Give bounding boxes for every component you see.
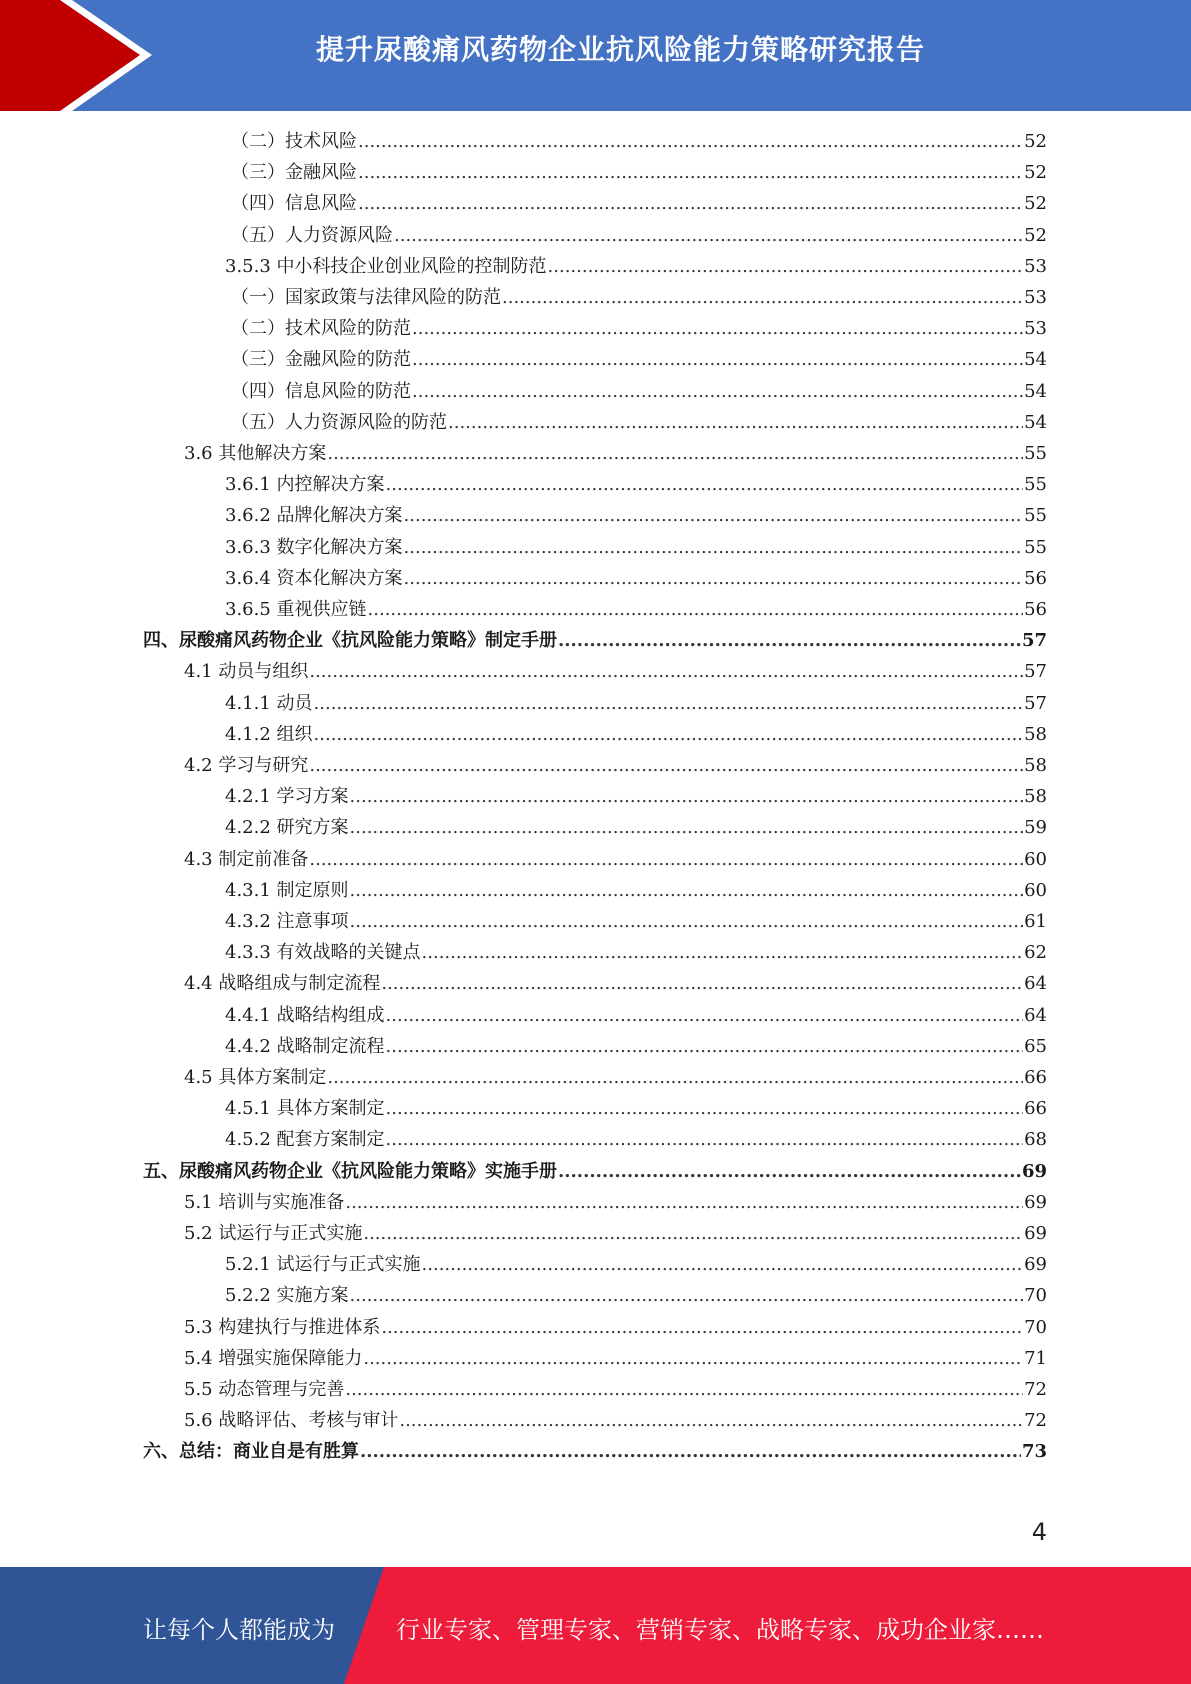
- toc-entry-page: 70: [1024, 1285, 1047, 1307]
- toc-dot-leader: [350, 876, 1024, 906]
- toc-dot-leader: [386, 1094, 1024, 1124]
- toc-dot-leader: [345, 1375, 1023, 1405]
- toc-dot-leader: [558, 1157, 1021, 1187]
- header-title: 提升尿酸痛风药物企业抗风险能力策略研究报告: [315, 33, 925, 66]
- toc-dot-leader: [412, 314, 1023, 344]
- toc-entry-label: 5.6 战略评估、考核与审计: [184, 1410, 399, 1432]
- toc-entry-label: 4.4.1 战略结构组成: [225, 1004, 385, 1026]
- toc-dot-leader: [404, 533, 1024, 563]
- toc-dot-leader: [309, 657, 1023, 687]
- toc-dot-leader: [309, 751, 1023, 781]
- toc-dot-leader: [358, 158, 1023, 188]
- toc-entry-label: （一）国家政策与法律风险的防范: [231, 287, 501, 308]
- toc-entry-label: 4.4 战略组成与制定流程: [184, 973, 381, 995]
- toc-entry-page: 61: [1024, 911, 1047, 932]
- toc-entry-page: 62: [1024, 942, 1047, 964]
- toc-entry-label: 4.4.2 战略制定流程: [225, 1035, 385, 1057]
- toc-entry-page: 70: [1024, 1316, 1047, 1338]
- toc-dot-leader: [381, 969, 1023, 999]
- toc-dot-leader: [381, 1313, 1023, 1343]
- toc-dot-leader: [558, 626, 1021, 656]
- toc-entry-page: 58: [1024, 755, 1047, 776]
- toc-entry-label: 4.3.3 有效战略的关键点: [225, 942, 421, 964]
- toc-entry-label: 3.6.3 数字化解决方案: [225, 536, 403, 558]
- toc-entry-page: 65: [1024, 1035, 1047, 1057]
- toc-entry[interactable]: [231, 377, 1047, 407]
- toc-entry[interactable]: [225, 533, 1047, 563]
- toc-dot-leader: [345, 1188, 1023, 1218]
- toc-entry-page: 54: [1024, 411, 1047, 433]
- toc-entry-page: 66: [1024, 1067, 1047, 1088]
- toc-dot-leader: [358, 127, 1023, 157]
- toc-entry-page: 56: [1024, 567, 1047, 589]
- footer-slogan-right: 行业专家、管理专家、营销专家、战略专家、成功企业家……: [396, 1616, 1044, 1644]
- toc-entry[interactable]: [225, 252, 1047, 282]
- toc-dot-leader: [394, 221, 1023, 251]
- toc-entry-page: 69: [1024, 1223, 1047, 1244]
- toc-entry-page: 53: [1024, 287, 1047, 308]
- toc-entry-page: 55: [1024, 536, 1047, 558]
- toc-entry-label: 四、尿酸痛风药物企业《抗风险能力策略》制定手册: [143, 630, 557, 652]
- toc-dot-leader: [363, 1219, 1023, 1249]
- toc-entry-label: （三）金融风险: [231, 162, 357, 184]
- toc-entry-label: 4.3.1 制定原则: [225, 879, 349, 901]
- toc-dot-leader: [309, 845, 1023, 875]
- toc-entry-page: 58: [1024, 723, 1047, 745]
- toc-dot-leader: [363, 1344, 1023, 1374]
- toc-entry[interactable]: [231, 221, 1047, 251]
- toc-dot-leader: [548, 252, 1024, 282]
- toc-entry-page: 72: [1024, 1379, 1047, 1400]
- toc-dot-leader: [386, 470, 1024, 500]
- toc-entry[interactable]: [231, 314, 1047, 344]
- toc-entry-page: 73: [1021, 1441, 1047, 1463]
- toc-dot-leader: [314, 720, 1024, 750]
- toc-entry[interactable]: [184, 1313, 1047, 1343]
- toc-entry[interactable]: [225, 1032, 1047, 1062]
- toc-entry-label: （五）人力资源风险: [231, 224, 393, 246]
- toc-entry-page: 72: [1024, 1410, 1047, 1432]
- page-number: 4: [1031, 1518, 1047, 1546]
- toc-entry-page: 53: [1024, 255, 1047, 277]
- toc-entry[interactable]: [184, 969, 1047, 999]
- toc-entry-page: 69: [1021, 1160, 1047, 1182]
- toc-entry-page: 54: [1024, 380, 1047, 402]
- toc-entry-label: （四）信息风险的防范: [231, 380, 411, 402]
- toc-entry-label: 五、尿酸痛风药物企业《抗风险能力策略》实施手册: [143, 1160, 557, 1182]
- toc-dot-leader: [386, 1032, 1024, 1062]
- toc-entry-page: 52: [1024, 193, 1047, 215]
- toc-entry-label: 5.3 构建执行与推进体系: [184, 1316, 381, 1338]
- toc-entry[interactable]: [225, 1001, 1047, 1031]
- toc-entry-label: 4.3 制定前准备: [184, 848, 309, 870]
- toc-entry-page: 60: [1024, 879, 1047, 901]
- toc-entry[interactable]: [231, 189, 1047, 219]
- footer-slogan-left: 让每个人都能成为: [143, 1616, 335, 1644]
- toc-entry[interactable]: [225, 501, 1047, 531]
- toc-entry-label: 3.6 其他解决方案: [184, 443, 327, 464]
- toc-entry-label: 4.1.2 组织: [225, 723, 313, 745]
- toc-entry-label: 3.6.4 资本化解决方案: [225, 567, 403, 589]
- toc-entry-label: 4.2.2 研究方案: [225, 817, 349, 839]
- toc-entry[interactable]: [225, 470, 1047, 500]
- toc-entry[interactable]: [225, 689, 1047, 719]
- toc-entry[interactable]: [225, 1094, 1047, 1124]
- toc-dot-leader: [350, 782, 1024, 812]
- toc-entry-label: 5.1 培训与实施准备: [184, 1191, 345, 1213]
- toc-entry[interactable]: [143, 626, 1047, 656]
- toc-entry[interactable]: [184, 1375, 1047, 1405]
- toc-dot-leader: [399, 1406, 1023, 1436]
- toc-entry-label: （二）技术风险: [231, 131, 357, 152]
- toc-entry[interactable]: [184, 439, 1047, 469]
- toc-entry-label: （三）金融风险的防范: [231, 349, 411, 371]
- toc-entry-page: 55: [1024, 443, 1047, 464]
- toc-entry-page: 55: [1024, 474, 1047, 496]
- toc-entry-label: 4.5 具体方案制定: [184, 1067, 327, 1088]
- toc-entry[interactable]: [225, 876, 1047, 906]
- toc-entry-label: 4.2.1 学习方案: [225, 786, 349, 808]
- toc-entry-label: 5.5 动态管理与完善: [184, 1379, 345, 1400]
- toc-dot-leader: [386, 1125, 1024, 1155]
- toc-dot-leader: [327, 439, 1023, 469]
- toc-entry-page: 52: [1024, 131, 1047, 152]
- toc-entry-label: 5.2 试运行与正式实施: [184, 1223, 363, 1244]
- toc-dot-leader: [502, 283, 1023, 313]
- toc-entry[interactable]: [184, 1406, 1047, 1436]
- toc-entry[interactable]: [231, 345, 1047, 375]
- toc-entry[interactable]: [184, 1188, 1047, 1218]
- toc-dot-leader: [350, 813, 1024, 843]
- toc-entry-label: （二）技术风险的防范: [231, 318, 411, 340]
- toc-entry[interactable]: [184, 1219, 1047, 1249]
- toc-entry[interactable]: [184, 1063, 1047, 1093]
- toc-entry-page: 57: [1024, 692, 1047, 714]
- toc-entry-label: 4.2 学习与研究: [184, 755, 309, 776]
- toc-entry-page: 52: [1024, 224, 1047, 246]
- toc-entry-label: 4.1.1 动员: [225, 692, 313, 714]
- toc-entry-label: 4.5.2 配套方案制定: [225, 1129, 385, 1151]
- toc-entry[interactable]: [225, 938, 1047, 968]
- toc-entry[interactable]: [184, 751, 1047, 781]
- toc-entry[interactable]: [225, 595, 1047, 625]
- red-chevron-shape: [0, 0, 140, 111]
- toc-entry-label: 5.4 增强实施保障能力: [184, 1347, 363, 1369]
- toc-dot-leader: [368, 595, 1024, 625]
- toc-entry[interactable]: [184, 1344, 1047, 1374]
- toc-entry-page: 66: [1024, 1098, 1047, 1120]
- toc-entry[interactable]: [184, 657, 1047, 687]
- toc-dot-leader: [412, 345, 1023, 375]
- toc-entry-page: 60: [1024, 848, 1047, 870]
- toc-dot-leader: [448, 408, 1023, 438]
- toc-entry-page: 55: [1024, 505, 1047, 527]
- toc-entry-page: 57: [1021, 630, 1047, 652]
- toc-entry-label: 5.2.1 试运行与正式实施: [225, 1254, 421, 1276]
- toc-entry-label: （四）信息风险: [231, 193, 357, 215]
- toc-dot-leader: [314, 689, 1024, 719]
- toc-entry-page: 59: [1024, 817, 1047, 839]
- toc-dot-leader: [360, 1437, 1021, 1467]
- toc-entry-page: 68: [1024, 1129, 1047, 1151]
- toc-entry-label: 3.6.5 重视供应链: [225, 599, 367, 620]
- toc-entry-label: 4.3.2 注意事项: [225, 911, 349, 932]
- toc-entry[interactable]: [225, 1125, 1047, 1155]
- toc-entry-label: （五）人力资源风险的防范: [231, 411, 447, 433]
- toc-dot-leader: [358, 189, 1023, 219]
- toc-dot-leader: [350, 907, 1024, 937]
- toc-entry[interactable]: [225, 720, 1047, 750]
- toc-entry-page: 56: [1024, 599, 1047, 620]
- toc-entry-label: 5.2.2 实施方案: [225, 1285, 349, 1307]
- toc-entry[interactable]: [184, 845, 1047, 875]
- toc-entry-label: 3.6.2 品牌化解决方案: [225, 505, 403, 527]
- toc-entry-page: 57: [1024, 661, 1047, 683]
- toc-entry-label: 3.5.3 中小科技企业创业风险的控制防范: [225, 255, 547, 277]
- toc-entry-label: 4.5.1 具体方案制定: [225, 1098, 385, 1120]
- toc-entry-page: 69: [1024, 1191, 1047, 1213]
- toc-entry-label: 4.1 动员与组织: [184, 661, 309, 683]
- toc-entry[interactable]: [225, 782, 1047, 812]
- toc-entry-page: 54: [1024, 349, 1047, 371]
- toc-entry[interactable]: [225, 1281, 1047, 1311]
- toc-entry-page: 52: [1024, 162, 1047, 184]
- toc-entry[interactable]: [225, 1250, 1047, 1280]
- toc-entry-page: 64: [1024, 973, 1047, 995]
- page-header: [0, 0, 1191, 111]
- toc-entry-page: 69: [1024, 1254, 1047, 1276]
- toc-dot-leader: [404, 564, 1024, 594]
- toc-entry-page: 64: [1024, 1004, 1047, 1026]
- toc-entry[interactable]: [225, 564, 1047, 594]
- toc-dot-leader: [350, 1281, 1024, 1311]
- toc-dot-leader: [412, 377, 1023, 407]
- toc-entry[interactable]: [143, 1437, 1047, 1467]
- toc-entry[interactable]: [231, 408, 1047, 438]
- toc-entry[interactable]: [225, 813, 1047, 843]
- toc-entry[interactable]: [231, 158, 1047, 188]
- toc-dot-leader: [422, 1250, 1024, 1280]
- toc-entry-page: 53: [1024, 318, 1047, 340]
- toc-dot-leader: [386, 1001, 1024, 1031]
- toc-entry[interactable]: [225, 907, 1047, 937]
- toc-entry-label: 六、总结：商业自是有胜算: [143, 1441, 359, 1463]
- toc-entry-page: 58: [1024, 786, 1047, 808]
- toc-dot-leader: [404, 501, 1024, 531]
- toc-dot-leader: [422, 938, 1024, 968]
- toc-entry[interactable]: [231, 127, 1047, 157]
- toc-entry-page: 71: [1024, 1347, 1047, 1369]
- toc-entry[interactable]: [231, 283, 1047, 313]
- toc-entry-label: 3.6.1 内控解决方案: [225, 474, 385, 496]
- toc-dot-leader: [327, 1063, 1023, 1093]
- toc-entry[interactable]: [143, 1157, 1047, 1187]
- page-footer: [0, 1567, 1191, 1684]
